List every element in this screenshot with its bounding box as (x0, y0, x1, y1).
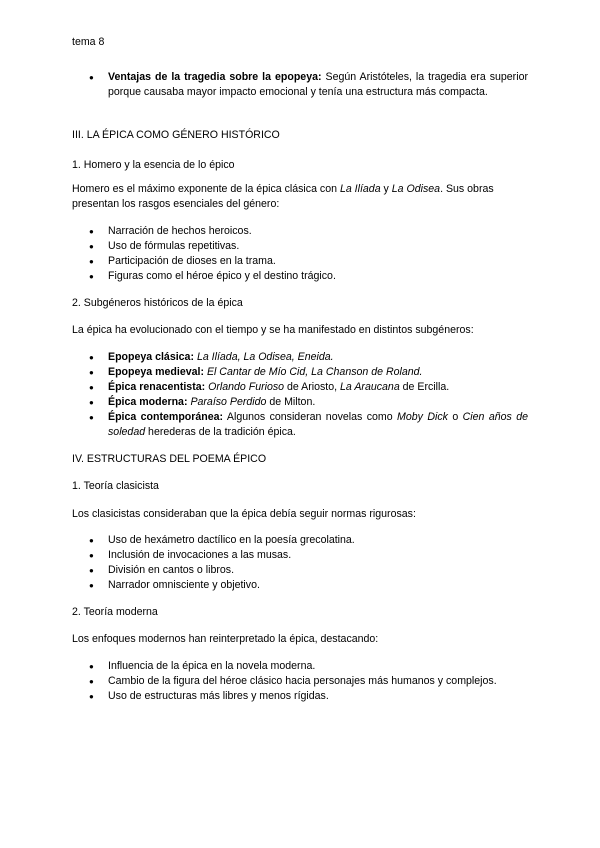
p-text: Homero es el máximo exponente de la épica clásica con (72, 183, 340, 195)
work-title: La Ilíada (339, 183, 381, 195)
work-title: Orlando Furioso (208, 381, 285, 393)
list-item: ● Inclusión de invocaciones a las musas. (108, 548, 528, 563)
work-title: La Ilíada, La Odisea, Eneida. (196, 351, 334, 363)
list-item-ventajas (108, 70, 528, 100)
paragraph-clasicista: Los clasicistas consideraban que la épica debía seguir normas rigurosas: (72, 508, 416, 520)
p-text: o (447, 411, 463, 423)
subheading-homero: 1. Homero y la esencia de lo épico (72, 159, 235, 171)
p-text: de Milton. (266, 396, 316, 408)
subheading-moderna: 2. Teoría moderna (72, 606, 158, 618)
paragraph-moderna: Los enfoques modernos han reinterpretado la épica, destacando: (72, 633, 379, 645)
bullet-bold-label: Ventajas de la tragedia sobre la epopeya: (108, 71, 322, 83)
p-text: herederas de la tradición épica. (145, 426, 296, 438)
section-heading-4: IV. ESTRUCTURAS DEL POEMA ÉPICO (72, 453, 267, 465)
subgenre-label: Épica renacentista: (108, 381, 206, 393)
work-title: Cien años de soledad (108, 411, 528, 438)
list-item: ● Narración de hechos heroicos. (108, 224, 528, 239)
list-item: ● Participación de dioses en la trama. (108, 254, 528, 269)
p-text: y (380, 183, 392, 195)
subgenre-label: Epopeya medieval: (108, 366, 204, 378)
list-item: ● Uso de estructuras más libres y menos rígidas. (108, 689, 528, 704)
work-title: La Odisea (391, 183, 441, 195)
p-text: Algunos consideran novelas como (223, 411, 398, 423)
list-item: ● Figuras como el héroe épico y el destino trágico. (108, 269, 528, 284)
list-item: ● Uso de fórmulas repetitivas. (108, 239, 528, 254)
p-text: de Ariosto, (284, 381, 341, 393)
paragraph-subgeneros: La épica ha evolucionado con el tiempo y se ha manifestado en distintos subgéneros: (72, 324, 474, 336)
p-text: . Sus obras presentan los rasgos esenciales del género: (72, 183, 494, 210)
list-item-moderna (108, 395, 528, 410)
list-item-clasica (108, 350, 528, 365)
subheading-subgeneros: 2. Subgéneros históricos de la épica (72, 297, 243, 309)
list-item-medieval (108, 365, 528, 380)
paragraph-homero (72, 182, 528, 212)
work-title: El Cantar de Mío Cid, La Chanson de Roland. (206, 366, 423, 378)
list-item: ● Narrador omnisciente y objetivo. (108, 578, 528, 593)
work-title: Moby Dick (397, 411, 448, 423)
list-item: ● Uso de hexámetro dactílico en la poesía grecolatina. (108, 533, 528, 548)
page-header: tema 8 (72, 36, 105, 48)
subheading-clasicista: 1. Teoría clasicista (72, 480, 159, 492)
list-item-renacentista (108, 380, 528, 395)
subgenre-label: Épica moderna: (108, 396, 188, 408)
section-heading-3: III. LA ÉPICA COMO GÉNERO HISTÓRICO (72, 129, 280, 141)
subgenre-label: Epopeya clásica: (108, 351, 194, 363)
work-title: Paraíso Perdido (190, 396, 267, 408)
list-item: ● División en cantos o libros. (108, 563, 528, 578)
subgenre-label: Épica contemporánea: (108, 411, 224, 423)
list-item: ● Cambio de la figura del héroe clásico hacia personajes más humanos y complejos. (108, 674, 528, 689)
work-title: La Araucana (340, 381, 400, 393)
list-item: ● Influencia de la épica en la novela moderna. (108, 659, 528, 674)
list-item-contemporanea (108, 410, 528, 440)
bullet-text: Según Aristóteles, la tragedia era superior porque causaba mayor impacto emocional y tenía una estructura más compacta. (108, 71, 528, 98)
p-text: de Ercilla. (399, 381, 450, 393)
